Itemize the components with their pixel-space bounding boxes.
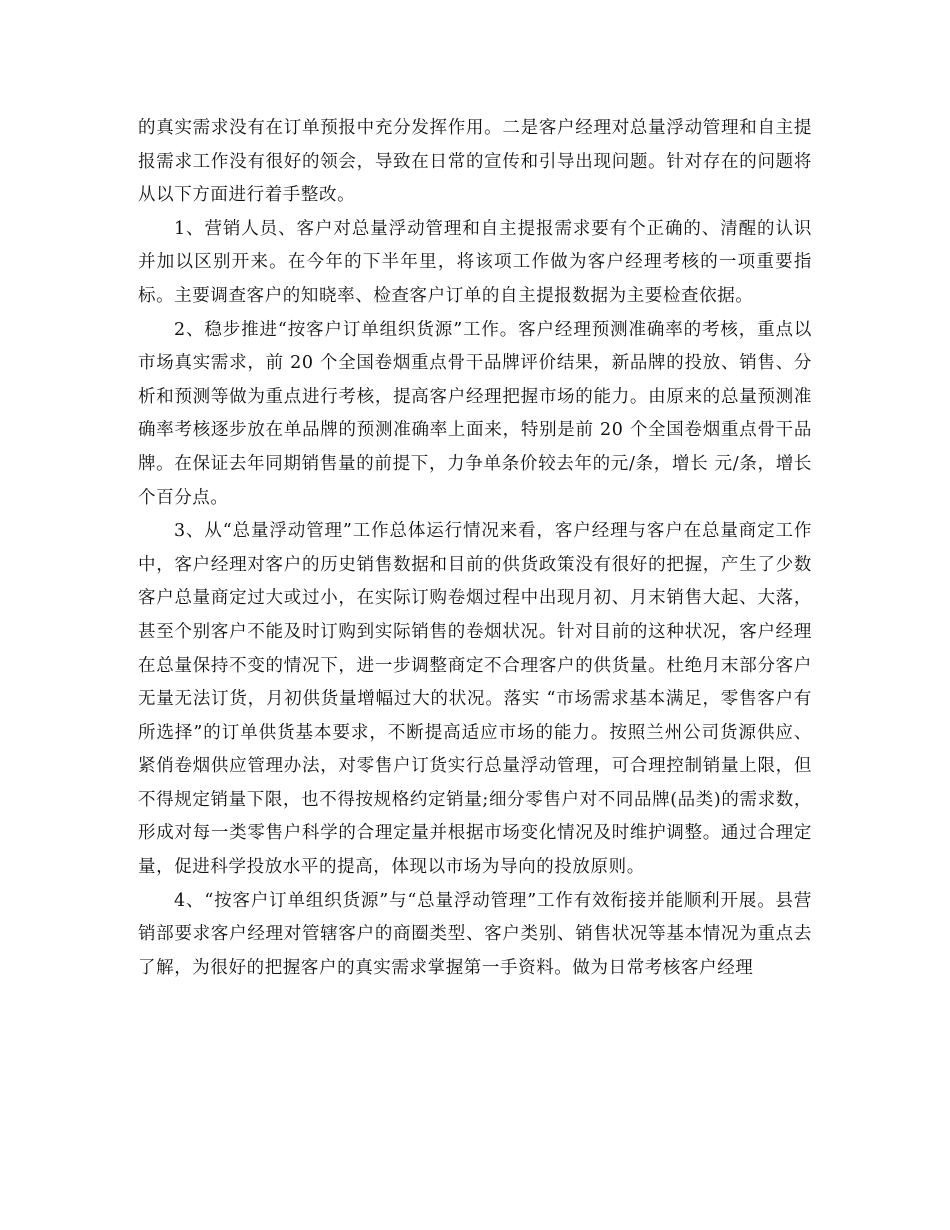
paragraph-item-1: 1、营销人员、客户对总量浮动管理和自主提报需求要有个正确的、清醒的认识并加以区别开来。在今年的下半年里，将该项工作做为客户经理考核的一项重要指标。主要调查客户的知晓率、检查客户订单的自主提报数据为主要检查依据。 (138, 218, 812, 306)
paragraph-item-4: 4、“按客户订单组织货源”与“总量浮动管理”工作有效衔接并能顺利开展。县营销部要求客户经理对管辖客户的商圈类型、客户类别、销售状况等基本情况为重点去了解，为很好的把握客户的真实需求掌握第一手资料。做为日常考核客户经理 (138, 890, 812, 978)
document-body (138, 112, 812, 985)
paragraph-item-3: 3、从“总量浮动管理”工作总体运行情况来看，客户经理与客户在总量商定工作中，客户经理对客户的历史销售数据和目前的供货政策没有很好的把握，产生了少数客户总量商定过大或过小，在实际订购卷烟过程中出现月初、月末销售大起、大落，甚至个别客户不能及时订购到实际销售的卷烟状况。针对目前的这种状况，客户经理在总量保持不变的情况下，进一步调整商定不合理客户的供货量。杜绝月末部分客户无量无法订货，月初供货量增幅过大的状况。落实 “市场需求基本满足，零售客户有所选择”的订单供货基本要求，不断提高适应市场的能力。按照兰州公司货源供应、紧俏卷烟供应管理办法，对零售户订货实行总量浮动管理，可合理控制销量上限，但不得规定销量下限，也不得按规格约定销量;细分零售户对不同品牌(品类)的需求数，形成对每一类零售户科学的合理定量并根据市场变化情况及时维护调整。通过合理定量，促进科学投放水平的提高，体现以市场为导向的投放原则。 (138, 521, 812, 878)
paragraph-continuation: 的真实需求没有在订单预报中充分发挥作用。二是客户经理对总量浮动管理和自主提报需求工作没有很好的领会，导致在日常的宣传和引导出现问题。针对存在的问题将从以下方面进行着手整改。 (138, 118, 812, 206)
paragraph-item-2: 2、稳步推进“按客户订单组织货源”工作。客户经理预测准确率的考核，重点以市场真实需求，前 20 个全国卷烟重点骨干品牌评价结果，新品牌的投放、销售、分析和预测等做为重点进行考核，提高客户经理把握市场的能力。由原来的总量预测准确率考核逐步放在单品牌的预测准确率上面来，特别是前 20 个全国卷烟重点骨干品牌。在保证去年同期销售量的前提下，力争单条价较去年的元/条，增长 元/条，增长个百分点。 (138, 319, 812, 508)
